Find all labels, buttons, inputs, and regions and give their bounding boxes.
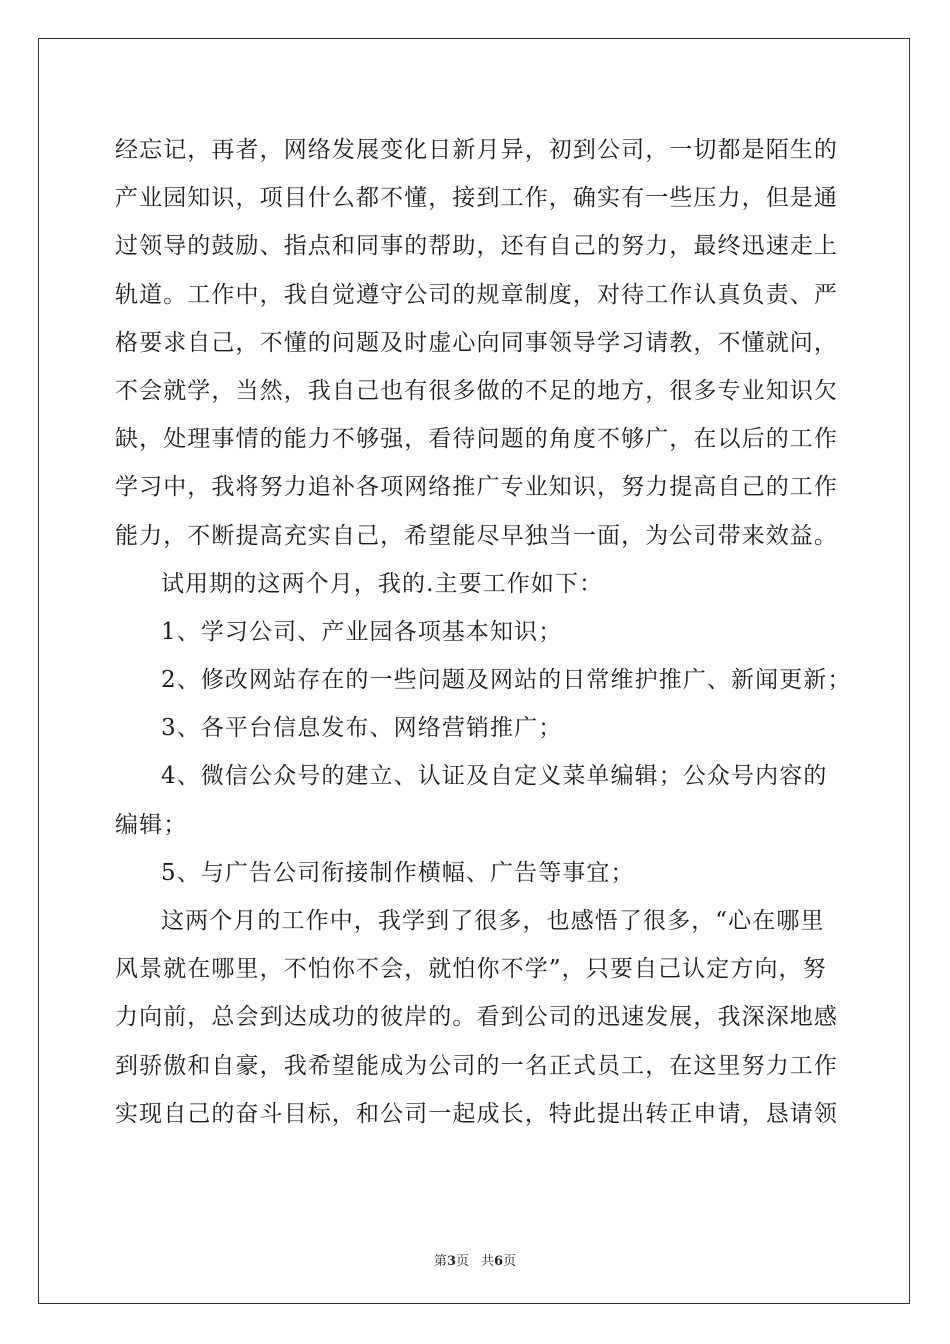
body-line: 轨道。工作中，我自觉遵守公司的规章制度，对待工作认真负责、严 bbox=[115, 281, 838, 308]
list-item-1: 1、学习公司、产业园各项基本知识； bbox=[161, 618, 563, 645]
body-line: 格要求自己，不懂的问题及时虚心向同事领导学习请教，不懂就问， bbox=[115, 329, 838, 356]
list-item-4-continued: 编辑； bbox=[115, 811, 188, 838]
body-line: 过领导的鼓励、指点和同事的帮助，还有自己的努力，最终迅速走上 bbox=[115, 233, 838, 260]
list-item-2: 2、修改网站存在的一些问题及网站的日常维护推广、新闻更新； bbox=[161, 667, 852, 694]
page-number: 3 bbox=[446, 1254, 456, 1269]
total-pages: 6 bbox=[494, 1254, 504, 1269]
page-footer bbox=[0, 1250, 950, 1269]
paragraph-intro: 试用期的这两个月，我的.主要工作如下： bbox=[161, 570, 604, 597]
body-line: 风景就在哪里，不怕你不会，就怕你不学”，只要自己认定方向，努 bbox=[115, 956, 827, 983]
paragraph-closing: 这两个月的工作中，我学到了很多，也感悟了很多，“心在哪里 bbox=[161, 908, 825, 934]
total-prefix: 共 bbox=[481, 1254, 495, 1269]
body-line: 力向前，总会到达成功的彼岸的。看到公司的迅速发展，我深深地感 bbox=[115, 1004, 838, 1031]
body-line: 缺，处理事情的能力不够强，看待问题的角度不够广，在以后的工作 bbox=[115, 426, 838, 453]
document-body bbox=[115, 126, 852, 1138]
total-suffix: 页 bbox=[503, 1254, 517, 1269]
body-line: 能力，不断提高充实自己，希望能尽早独当一面，为公司带来效益。 bbox=[115, 522, 838, 549]
body-line: 产业园知识，项目什么都不懂，接到工作，确实有一些压力，但是通 bbox=[115, 185, 838, 212]
body-line: 实现自己的奋斗目标，和公司一起成长，特此提出转正申请，恳请领 bbox=[115, 1100, 838, 1127]
body-line: 经忘记，再者，网络发展变化日新月异，初到公司，一切都是陌生的 bbox=[115, 137, 838, 163]
list-item-3: 3、各平台信息发布、网络营销推广； bbox=[161, 715, 563, 742]
list-item-5: 5、与广告公司衔接制作横幅、广告等事宜； bbox=[161, 859, 635, 886]
body-line: 到骄傲和自豪，我希望能成为公司的一名正式员工，在这里努力工作 bbox=[115, 1052, 838, 1079]
body-line: 不会就学，当然，我自己也有很多做的不足的地方，很多专业知识欠 bbox=[115, 377, 838, 404]
page-prefix: 第 bbox=[433, 1254, 447, 1269]
body-line: 学习中，我将努力追补各项网络推广专业知识，努力提高自己的工作 bbox=[115, 474, 838, 501]
list-item-4: 4、微信公众号的建立、认证及自定义菜单编辑；公众号内容的 bbox=[161, 763, 828, 790]
page-suffix: 页 bbox=[455, 1254, 469, 1269]
